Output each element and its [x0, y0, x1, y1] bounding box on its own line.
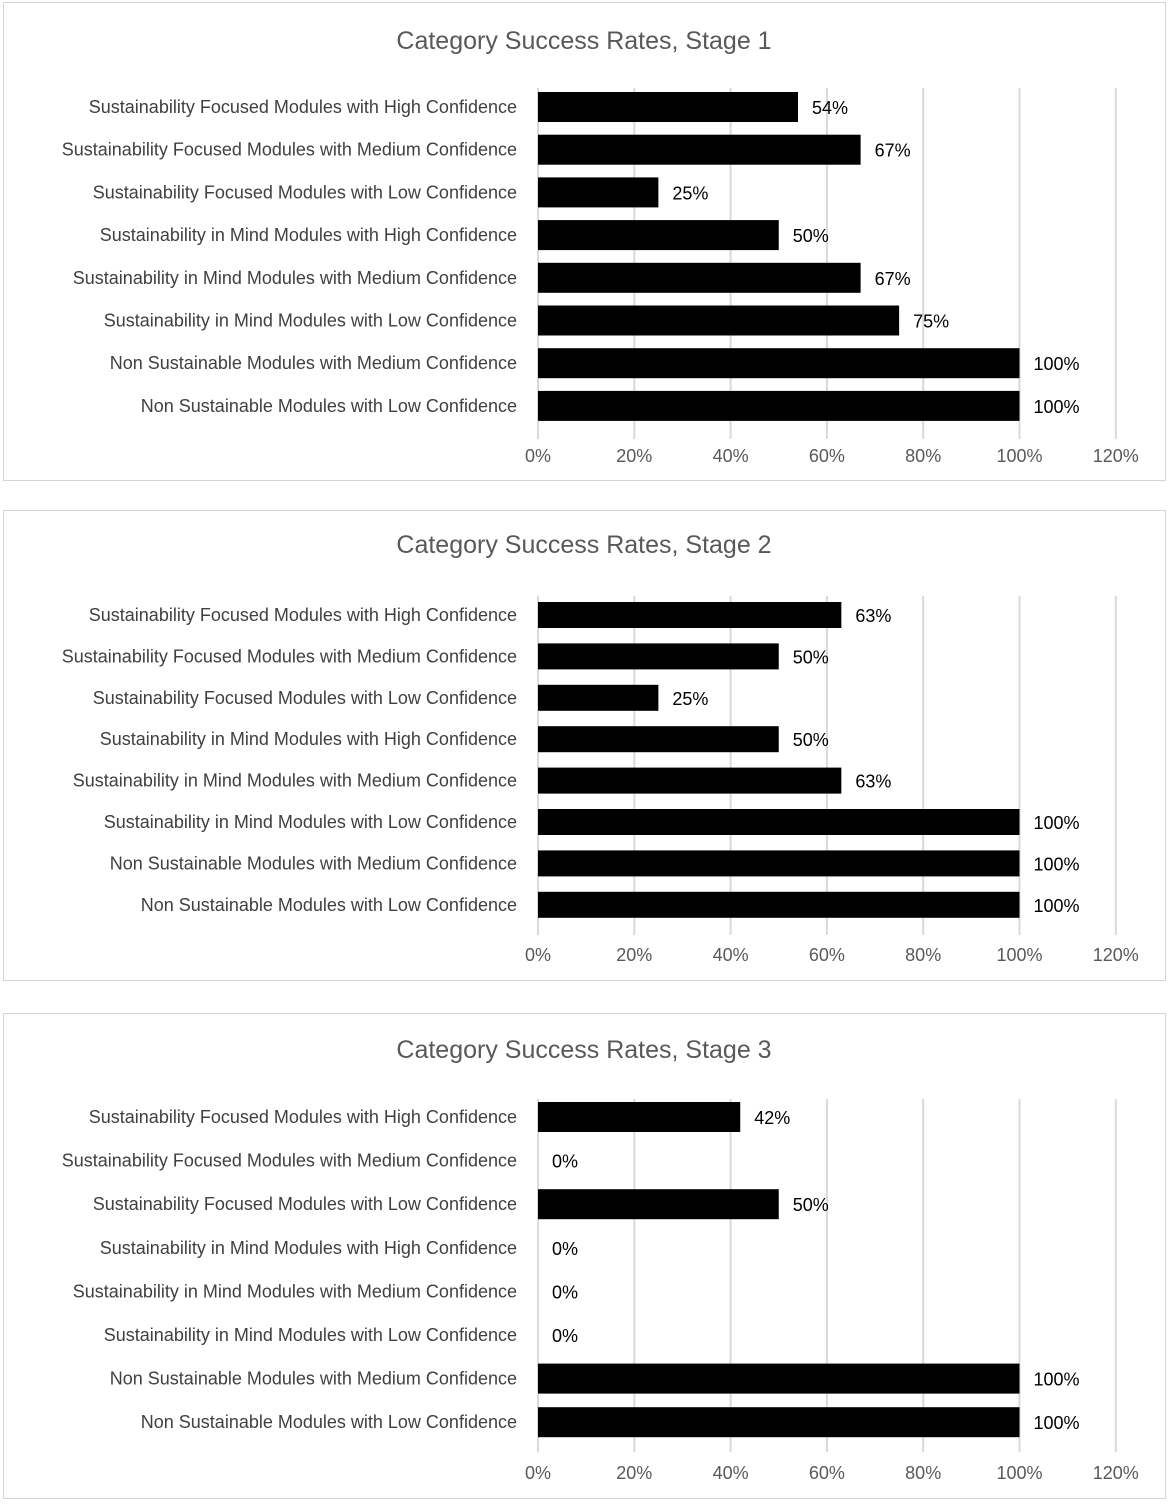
category-label: Sustainability Focused Modules with Medium Confidence	[61, 139, 517, 160]
category-label: Sustainability in Mind Modules with Low Confidence	[103, 1325, 517, 1345]
category-label: Non Sustainable Modules with Medium Confidence	[109, 1368, 517, 1389]
chart-panel-stage-3	[3, 1013, 1166, 1499]
bar	[538, 220, 779, 250]
x-tick-label: 60%	[808, 446, 845, 466]
bar	[538, 306, 899, 336]
data-label: 50%	[792, 226, 829, 247]
bar	[538, 602, 841, 628]
data-label: 100%	[1033, 1413, 1080, 1434]
x-tick-label: 100%	[996, 1463, 1043, 1483]
data-label: 0%	[552, 1238, 579, 1259]
category-label: Sustainability Focused Modules with High Confidence	[88, 1107, 517, 1127]
bar	[538, 643, 779, 669]
category-label: Non Sustainable Modules with Medium Confidence	[109, 353, 517, 374]
x-tick-label: 0%	[524, 1463, 552, 1483]
x-tick-label: 80%	[905, 945, 942, 965]
x-tick-label: 100%	[996, 446, 1043, 466]
bar	[538, 809, 1020, 835]
bar	[538, 177, 658, 207]
chart-title: Category Success Rates, Stage 1	[396, 27, 772, 55]
bar	[538, 391, 1020, 421]
category-label: Sustainability Focused Modules with High Confidence	[88, 97, 517, 117]
x-tick-label: 80%	[905, 446, 942, 466]
category-label: Sustainability in Mind Modules with Low Confidence	[103, 812, 517, 832]
bar	[538, 850, 1020, 876]
category-label: Sustainability Focused Modules with High Confidence	[88, 605, 517, 625]
category-label: Non Sustainable Modules with Low Confidence	[140, 894, 517, 915]
data-label: 0%	[552, 1151, 579, 1172]
data-label: 63%	[855, 606, 892, 626]
x-tick-label: 0%	[524, 945, 552, 965]
chart-stage-1	[4, 3, 1164, 479]
category-label: Sustainability in Mind Modules with Medium Confidence	[72, 267, 517, 288]
bar	[538, 892, 1020, 918]
data-label: 100%	[1033, 854, 1080, 875]
x-tick-label: 100%	[996, 945, 1043, 965]
category-label: Sustainability Focused Modules with Low Confidence	[92, 1194, 517, 1215]
category-label: Sustainability Focused Modules with Low Confidence	[92, 687, 517, 708]
data-label: 42%	[754, 1108, 791, 1128]
bar	[538, 1102, 740, 1132]
x-tick-label: 40%	[712, 945, 749, 965]
category-label: Sustainability Focused Modules with Medium Confidence	[61, 646, 517, 667]
x-tick-label: 60%	[808, 1463, 845, 1483]
bar	[538, 1364, 1020, 1394]
x-tick-label: 40%	[712, 1463, 749, 1483]
data-label: 0%	[552, 1326, 579, 1346]
bar	[538, 135, 861, 165]
bar	[538, 348, 1020, 378]
x-tick-label: 40%	[712, 446, 749, 466]
x-tick-label: 0%	[524, 446, 552, 466]
bar	[538, 1407, 1020, 1437]
category-label: Sustainability in Mind Modules with Medium Confidence	[72, 1281, 517, 1302]
category-label: Sustainability Focused Modules with Low Confidence	[92, 182, 517, 203]
data-label: 63%	[855, 771, 892, 792]
data-label: 0%	[552, 1282, 579, 1303]
chart-stage-2	[4, 511, 1164, 979]
category-label: Sustainability in Mind Modules with High Confidence	[99, 225, 517, 246]
bar	[538, 768, 841, 794]
data-label: 100%	[1033, 813, 1080, 833]
category-label: Non Sustainable Modules with Low Confidence	[140, 1412, 517, 1433]
bar	[538, 726, 779, 752]
category-label: Sustainability Focused Modules with Medium Confidence	[61, 1150, 517, 1171]
data-label: 100%	[1033, 354, 1080, 375]
x-tick-label: 120%	[1092, 1463, 1139, 1483]
x-tick-label: 120%	[1092, 945, 1139, 965]
category-label: Non Sustainable Modules with Low Confidence	[140, 395, 517, 416]
category-label: Sustainability in Mind Modules with Medium Confidence	[72, 770, 517, 791]
x-tick-label: 20%	[616, 1463, 653, 1483]
chart-title: Category Success Rates, Stage 3	[396, 1036, 772, 1064]
chart-panel-stage-2	[3, 510, 1166, 981]
data-label: 67%	[874, 140, 911, 161]
bar	[538, 92, 798, 122]
category-label: Non Sustainable Modules with Medium Confidence	[109, 853, 517, 874]
x-tick-label: 20%	[616, 945, 653, 965]
data-label: 50%	[792, 730, 829, 751]
bar	[538, 685, 658, 711]
bar	[538, 1189, 779, 1219]
data-label: 100%	[1033, 1369, 1080, 1390]
chart-stage-3	[4, 1014, 1164, 1497]
category-label: Sustainability in Mind Modules with Low Confidence	[103, 310, 517, 331]
data-label: 100%	[1033, 895, 1080, 916]
data-label: 100%	[1033, 396, 1080, 417]
x-tick-label: 20%	[616, 446, 653, 466]
data-label: 25%	[672, 688, 709, 709]
x-tick-label: 60%	[808, 945, 845, 965]
chart-panel-stage-1	[3, 2, 1166, 481]
data-label: 50%	[792, 1195, 829, 1216]
category-label: Sustainability in Mind Modules with High Confidence	[99, 729, 517, 750]
data-label: 67%	[874, 268, 911, 289]
data-label: 75%	[913, 311, 950, 332]
data-label: 54%	[812, 98, 849, 118]
bar	[538, 263, 861, 293]
x-tick-label: 80%	[905, 1463, 942, 1483]
data-label: 50%	[792, 647, 829, 668]
data-label: 25%	[672, 183, 709, 204]
chart-title: Category Success Rates, Stage 2	[396, 531, 772, 559]
category-label: Sustainability in Mind Modules with High Confidence	[99, 1237, 517, 1258]
x-tick-label: 120%	[1092, 446, 1139, 466]
